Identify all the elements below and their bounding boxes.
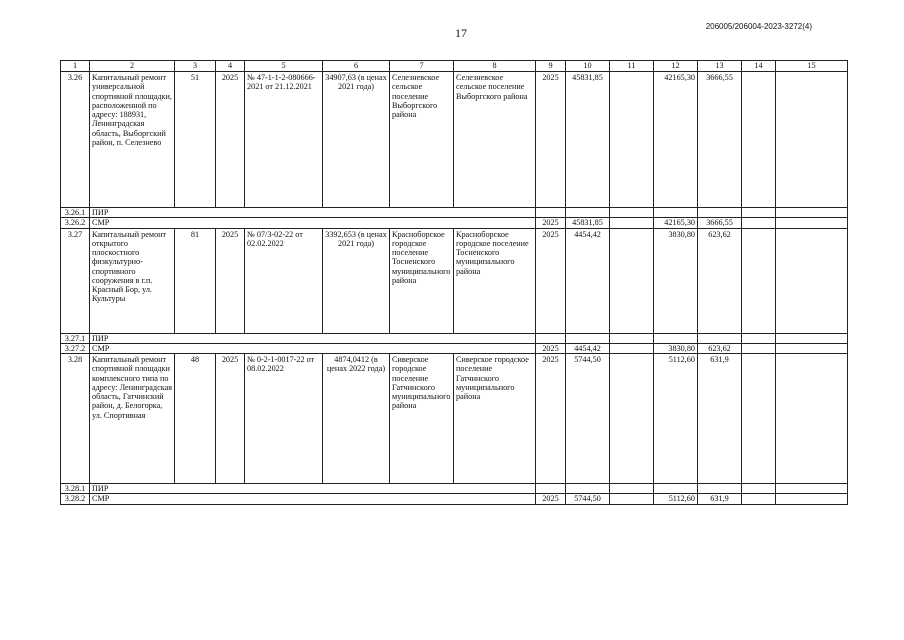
table-cell: 81 [175, 228, 216, 333]
table-cell: 5112,60 [654, 494, 698, 504]
col-header: 10 [566, 61, 610, 72]
table-cell: 3.28 [61, 354, 90, 484]
table-cell: 3666,55 [698, 218, 742, 228]
table-cell [536, 484, 566, 494]
table-cell [742, 218, 776, 228]
table-cell: Капитальный ремонт спортивной площадки комплексного типа по адресу: Ленинградская область, Гатчинский район, д. Белогорка, ул. Спортивная [90, 354, 175, 484]
table-cell: 2025 [216, 354, 245, 484]
table-cell: 2025 [216, 228, 245, 333]
table-cell: 42165,30 [654, 218, 698, 228]
col-header: 4 [216, 61, 245, 72]
table-cell: ПИР [90, 208, 536, 218]
table-cell [776, 333, 848, 343]
table-cell: Селезневское сельское поселение Выборгского района [390, 72, 454, 208]
table-cell: Красноборское городское поселение Тосненского муниципального района [390, 228, 454, 333]
table-cell: 4874,0412 (в ценах 2022 года) [323, 354, 390, 484]
table-cell [654, 208, 698, 218]
col-header: 1 [61, 61, 90, 72]
table-subrow [61, 484, 848, 494]
table-cell: 3.28.2 [61, 494, 90, 504]
table-cell: Красноборское городское поселение Тосненского муниципального района [454, 228, 536, 333]
table-cell [698, 208, 742, 218]
table-cell [654, 333, 698, 343]
col-header: 13 [698, 61, 742, 72]
table-cell: 3.27.1 [61, 333, 90, 343]
table-cell: № 0-2-1-0017-22 от 08.02.2022 [245, 354, 323, 484]
table-cell [698, 333, 742, 343]
table-cell [776, 208, 848, 218]
table-cell: Сиверское городское поселение Гатчинского муниципального района [454, 354, 536, 484]
col-header: 6 [323, 61, 390, 72]
table-cell: ПИР [90, 484, 536, 494]
table-cell: 631,9 [698, 354, 742, 484]
table-cell [742, 484, 776, 494]
table-cell: 623,62 [698, 343, 742, 353]
col-header: 11 [610, 61, 654, 72]
table-cell [776, 343, 848, 353]
table-cell: 3.26 [61, 72, 90, 208]
col-header: 3 [175, 61, 216, 72]
table-cell: ПИР [90, 333, 536, 343]
table-cell [742, 72, 776, 208]
table-cell: 2025 [536, 354, 566, 484]
table-cell [698, 484, 742, 494]
table-subrow [61, 343, 848, 353]
table-cell [610, 218, 654, 228]
table-cell [742, 208, 776, 218]
table-cell [776, 218, 848, 228]
table-cell: 42165,30 [654, 72, 698, 208]
table-cell: СМР [90, 343, 536, 353]
table-cell [566, 208, 610, 218]
table-cell: 45831,85 [566, 218, 610, 228]
table-cell: 3.27.2 [61, 343, 90, 353]
table-cell: 5744,50 [566, 354, 610, 484]
table-cell: Селезневское сельское поселение Выборгского района [454, 72, 536, 208]
document-code: 206005/206004-2023-3272(4) [705, 22, 812, 31]
table-cell [536, 208, 566, 218]
table-cell [536, 333, 566, 343]
table-cell: Сиверское городское поселение Гатчинского муниципального района [390, 354, 454, 484]
table-cell: Капитальный ремонт открытого плоскостного физкультурно-спортивного сооружения в г.п. Красный Бор, ул. Культуры [90, 228, 175, 333]
page-number: 17 [455, 26, 467, 40]
table-cell: 34907,63 (в ценах 2021 года) [323, 72, 390, 208]
table-cell [776, 494, 848, 504]
table-subrow [61, 494, 848, 504]
table-cell: 623,62 [698, 228, 742, 333]
table-subrow [61, 208, 848, 218]
table-cell [742, 228, 776, 333]
table-cell [776, 72, 848, 208]
program-table [60, 60, 848, 505]
table-cell [742, 343, 776, 353]
table-cell: 3.26.2 [61, 218, 90, 228]
table-cell: 3830,80 [654, 343, 698, 353]
table-cell: 4454,42 [566, 228, 610, 333]
table-cell [610, 333, 654, 343]
table-cell: 3.28.1 [61, 484, 90, 494]
table-cell: Капитальный ремонт универсальной спортивной площадки, расположенной по адресу: 188931, Ленинградская область, Выборгский район, п. Селезнево [90, 72, 175, 208]
table-cell [610, 484, 654, 494]
table-cell: 2025 [536, 72, 566, 208]
table-cell: 45831,85 [566, 72, 610, 208]
table-cell: 51 [175, 72, 216, 208]
table-cell: 2025 [536, 494, 566, 504]
table-cell [742, 354, 776, 484]
col-header: 8 [454, 61, 536, 72]
col-header: 15 [776, 61, 848, 72]
table-cell [776, 354, 848, 484]
table-cell [610, 494, 654, 504]
table-cell [610, 354, 654, 484]
table-cell [610, 343, 654, 353]
col-header: 5 [245, 61, 323, 72]
col-header: 2 [90, 61, 175, 72]
table-cell: 631,9 [698, 494, 742, 504]
table-row [61, 228, 848, 333]
table-cell [566, 333, 610, 343]
table-cell: 2025 [536, 343, 566, 353]
table-cell [610, 72, 654, 208]
table-cell: 3.27 [61, 228, 90, 333]
table-cell [654, 484, 698, 494]
table-cell: 3392,653 (в ценах 2021 года) [323, 228, 390, 333]
col-header: 7 [390, 61, 454, 72]
table-cell: № 47-1-1-2-080666-2021 от 21.12.2021 [245, 72, 323, 208]
col-header: 9 [536, 61, 566, 72]
table-cell [776, 228, 848, 333]
col-header: 12 [654, 61, 698, 72]
table-cell [610, 208, 654, 218]
table-cell: СМР [90, 494, 536, 504]
table-cell: 5744,50 [566, 494, 610, 504]
table-subrow [61, 218, 848, 228]
col-header: 14 [742, 61, 776, 72]
table-cell: 3.26.1 [61, 208, 90, 218]
table-cell [742, 494, 776, 504]
table-cell: 3830,80 [654, 228, 698, 333]
table-cell: СМР [90, 218, 536, 228]
table-cell: 4454,42 [566, 343, 610, 353]
table-row [61, 72, 848, 208]
table-cell [610, 228, 654, 333]
table-subrow [61, 333, 848, 343]
table-cell: 2025 [536, 228, 566, 333]
table-cell [776, 484, 848, 494]
table-cell: 5112,60 [654, 354, 698, 484]
table-cell: № 07/3-02-22 от 02.02.2022 [245, 228, 323, 333]
table-cell: 48 [175, 354, 216, 484]
table-cell: 2025 [536, 218, 566, 228]
table-cell [742, 333, 776, 343]
column-number-row [61, 61, 848, 72]
table-cell: 2025 [216, 72, 245, 208]
table-cell: 3666,55 [698, 72, 742, 208]
table-row [61, 354, 848, 484]
table-cell [566, 484, 610, 494]
